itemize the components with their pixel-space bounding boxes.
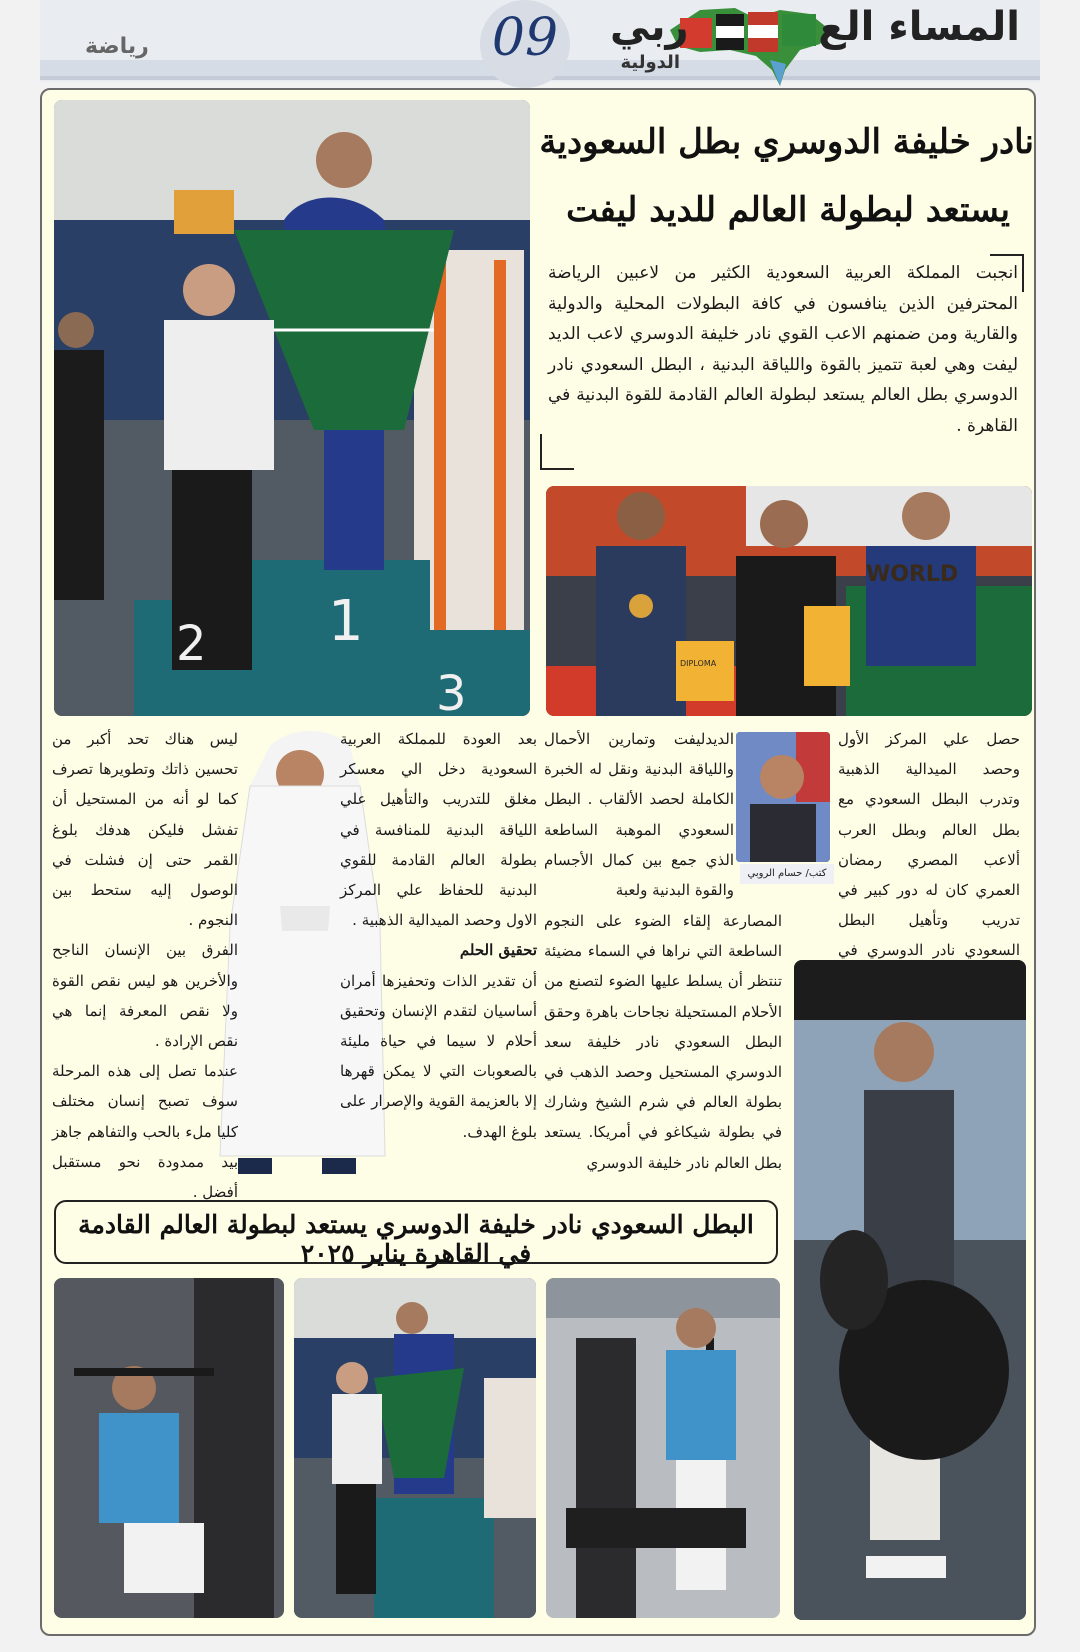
column-3-subhead: تحقيق الحلم bbox=[459, 941, 537, 960]
bottom-caption: البطل السعودي نادر خليفة الدوسري يستعد لبطولة العالم القادمة في القاهرة يناير ٢٠٢٥ bbox=[78, 1210, 754, 1268]
author-photo bbox=[736, 732, 830, 862]
column-4 bbox=[52, 724, 238, 1207]
podium-number-2: 2 bbox=[176, 616, 207, 672]
masthead-title-left: ربي bbox=[610, 4, 689, 50]
podium-photo-scene bbox=[54, 100, 530, 716]
deadlift-photo bbox=[794, 960, 1026, 1620]
banner-text: WORLD bbox=[866, 562, 959, 587]
column-2-top: الديدليفت وتمارين الأحمال واللياقة البدنية ونقل له الخبرة الكاملة لحصد الألقاب . البطل السعودي الموهبة الساطعة الذي جمع بين كمال الأجسام والقوة البدنية ولعبة bbox=[544, 730, 734, 900]
gym-photo-left bbox=[54, 1278, 284, 1618]
gym-right-scene bbox=[546, 1278, 780, 1618]
gym-photo-right bbox=[546, 1278, 780, 1618]
diploma-text: DIPLOMA bbox=[680, 659, 717, 668]
gym-middle-scene bbox=[294, 1278, 536, 1618]
podium-number-1: 1 bbox=[328, 589, 364, 654]
headline-line-2: يستعد لبطولة العالم للديد ليفت bbox=[566, 190, 1010, 230]
three-men-scene bbox=[546, 486, 1032, 716]
hero-podium-photo bbox=[54, 100, 530, 716]
article-headline bbox=[534, 108, 1034, 244]
column-1-top: حصل علي المركز الأول وحصد الميدالية الذهبية وتدرب البطل السعودي مع بطل العالم وبطل العرب ألاعب المصري رمضان العمري كان له دور كبير في تدريب وتأهيل البطل السعودي نادر الدوسري في bbox=[838, 730, 1020, 960]
column-3 bbox=[340, 724, 537, 1147]
author-scene bbox=[736, 732, 830, 862]
masthead-subtitle: الدولية bbox=[620, 52, 680, 73]
author-caption: كتب/ حسام الروبي bbox=[740, 864, 834, 884]
deadlift-scene bbox=[794, 960, 1026, 1620]
section-label: رياضة bbox=[85, 34, 149, 59]
page-number: 09 bbox=[491, 8, 559, 68]
column-3-para: بعد العودة للمملكة العربية السعودية دخل الي معسكر مغلق للتدريب والتأهيل علي اللياقة البدنية للمنافسة في بطولة العالم القادمة للقوي البدنية للحفاظ علي المركز الاول وحصد الميدالية الذهبية . bbox=[340, 730, 537, 930]
three-men-photo bbox=[546, 486, 1032, 716]
gym-left-scene bbox=[54, 1278, 284, 1618]
headline-line-1: نادر خليفة الدوسري بطل السعودية bbox=[539, 122, 1034, 162]
masthead-title-right: المساء الع bbox=[818, 4, 1020, 50]
column-4-para-1: ليس هناك تحد أكبر من تحسين ذاتك وتطويرها تصرف كما لو أنه من المستحيل أن تفشل فليكن هدفك بلوغ القمر حتى إن فشلت في الوصول إليه ستحط بين النجوم . bbox=[52, 730, 238, 930]
column-2-body: المصارعة إلقاء الضوء على النجوم الساطعة التي نراها في السماء مضيئة تنتظر أن يسلط عليها الضوء لتصنع من الأحلام المستحيلة نجاحات باهرة وحقق البطل السعودي نادر خليفة سعد الدوسري المستحيل وحصد الذهب في بطولة العالم في شرم الشيخ وشارك في بطولة شيكاغو في أمريكا. يستعد بطل العالم نادر خليفة الدوسري bbox=[544, 912, 782, 1172]
article-intro: انجبت المملكة العربية السعودية الكثير من لاعبين الرياضة المحترفين الذين ينافسون في كافة البطولات المحلية والدولية والقارية ومن ضمنهم الاعب القوي نادر خليفة الدوسري لاعب الديد ليفت وهي لعبة تتميز بالقوة واللياقة البدنية ، البطل السعودي نادر الدوسري بطل العالم يستعد لبطولة العالم القادمة للقوة البدنية في القاهرة . bbox=[548, 263, 1018, 436]
podium-number-3: 3 bbox=[436, 666, 467, 716]
column-3-para-2: أن تقدير الذات وتحفيزها أمران أساسيان لتقدم الإنسان وتحقيق أحلام لا سيما في حياة مليئة بالصعوبات التي لا يمكن قهرها إلا بالعزيمة القوية والإصرار على بلوغ الهدف. bbox=[340, 971, 537, 1141]
column-4-para-2: الفرق بين الإنسان الناجح والأخرين هو ليس نقص القوة ولا نقص المعرفة إنما هي نقص الإرادة . bbox=[52, 941, 238, 1051]
gym-photo-middle bbox=[294, 1278, 536, 1618]
column-4-para-3: عندما تصل إلى هذه المرحلة سوف تصبح إنسان مختلف كليا ملء بالحب والتفاهم جاهز بيد ممدودة نحو مستقبل أفضل . bbox=[52, 1062, 238, 1202]
